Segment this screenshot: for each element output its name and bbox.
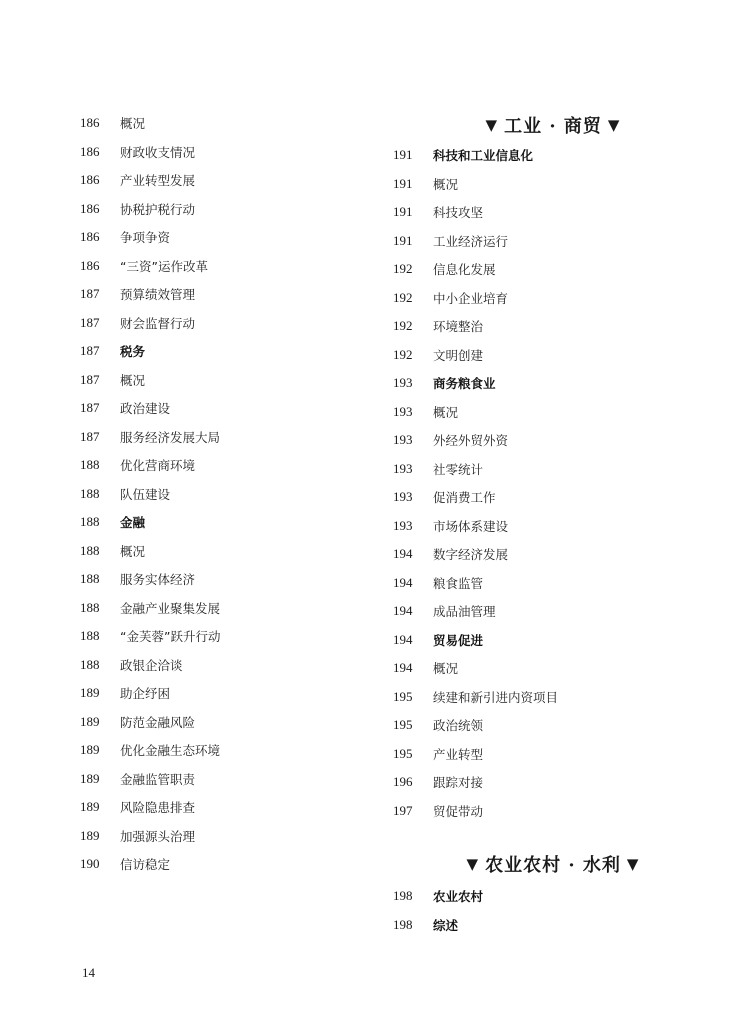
toc-page-number: 186: [80, 143, 100, 159]
toc-entry-title: 社零统计: [433, 461, 484, 477]
toc-entry[interactable]: [80, 252, 380, 281]
toc-entry-title: 市场体系建设: [433, 518, 509, 534]
toc-page-number: 188: [80, 542, 100, 558]
toc-page-number: 197: [393, 802, 413, 818]
toc-entry[interactable]: [80, 537, 380, 566]
toc-entry[interactable]: [80, 594, 380, 623]
toc-page-number: 186: [80, 200, 100, 216]
toc-entry[interactable]: [393, 540, 713, 569]
toc-entry[interactable]: [393, 284, 713, 313]
toc-entry-title: 政治建设: [120, 401, 171, 417]
toc-subsection-entry[interactable]: [393, 141, 713, 170]
toc-page-number: 193: [393, 517, 413, 533]
toc-page-number: 188: [80, 628, 100, 644]
toc-entry[interactable]: [80, 765, 380, 794]
toc-page-number: 193: [393, 460, 413, 476]
toc-subsection-entry[interactable]: [80, 337, 380, 366]
toc-entry-title: 粮食监管: [433, 575, 484, 591]
toc-page-number: 187: [80, 343, 100, 359]
toc-entry[interactable]: [393, 797, 713, 826]
toc-page-number: 194: [393, 660, 413, 676]
toc-entry-title: “金芙蓉”跃升行动: [120, 629, 221, 645]
toc-entry-title: 续建和新引进内资项目: [433, 689, 559, 705]
toc-entry-title: 成品油管理: [433, 604, 496, 620]
toc-entry-title: 跟踪对接: [433, 775, 484, 791]
toc-entry-title: 服务实体经济: [120, 572, 196, 588]
toc-entry[interactable]: [393, 198, 713, 227]
toc-page-number: 198: [393, 916, 413, 932]
toc-entry-title: 贸促带动: [433, 803, 484, 819]
toc-entry-title: 概况: [433, 176, 459, 192]
toc-page-number: 187: [80, 428, 100, 444]
toc-entry-title: 争项争资: [120, 230, 171, 246]
toc-page-number: 190: [80, 856, 100, 872]
toc-page-number: 191: [393, 147, 413, 163]
toc-entry-title: 优化营商环境: [120, 458, 196, 474]
toc-subsection-entry[interactable]: [80, 508, 380, 537]
toc-entry-title: 工业经济运行: [433, 233, 509, 249]
toc-entry[interactable]: [393, 341, 713, 370]
toc-entry[interactable]: [393, 711, 713, 740]
toc-entry[interactable]: [393, 768, 713, 797]
toc-entry-title: 协税护税行动: [120, 201, 196, 217]
toc-page-number: 192: [393, 346, 413, 362]
toc-subsection-entry[interactable]: [393, 626, 713, 655]
toc-entry[interactable]: [80, 394, 380, 423]
toc-page-number: 189: [80, 827, 100, 843]
toc-page-number: 194: [393, 574, 413, 590]
toc-entry[interactable]: [80, 138, 380, 167]
toc-entry-title: 服务经济发展大局: [120, 429, 221, 445]
toc-entry[interactable]: [80, 651, 380, 680]
toc-entry-title: 促消费工作: [433, 490, 496, 506]
toc-page-number: 191: [393, 204, 413, 220]
triangle-down-icon: ▼: [607, 116, 621, 134]
toc-entry-title: 金融: [120, 515, 146, 531]
toc-entry[interactable]: [80, 109, 380, 138]
toc-entry-title: 贸易促进: [433, 632, 484, 648]
toc-entry[interactable]: [393, 654, 713, 683]
toc-entry-title: “三资”运作改革: [120, 258, 208, 274]
toc-entry[interactable]: [80, 850, 380, 879]
toc-page-number: 193: [393, 432, 413, 448]
toc-page-number: 193: [393, 375, 413, 391]
toc-page-number: 189: [80, 713, 100, 729]
toc-entry[interactable]: [393, 455, 713, 484]
toc-section-header: [393, 846, 713, 882]
toc-entry[interactable]: [393, 227, 713, 256]
toc-page-number: 189: [80, 742, 100, 758]
toc-entry-title: 加强源头治理: [120, 828, 196, 844]
toc-entry-title: 优化金融生态环境: [120, 743, 221, 759]
toc-page-number: 192: [393, 261, 413, 277]
toc-page-number: 195: [393, 717, 413, 733]
toc-section-header: [393, 109, 713, 141]
toc-entry-title: 概况: [120, 372, 146, 388]
section-header-title: 农业农村 · 水利: [485, 855, 621, 876]
toc-entry[interactable]: [393, 597, 713, 626]
toc-page-number: 186: [80, 229, 100, 245]
toc-entry-title: 概况: [120, 543, 146, 559]
toc-page-number: 191: [393, 175, 413, 191]
toc-subsection-entry[interactable]: [393, 911, 713, 940]
toc-entry-title: 预算绩效管理: [120, 287, 196, 303]
toc-subsection-entry[interactable]: [393, 882, 713, 911]
toc-entry-title: 政治统领: [433, 718, 484, 734]
toc-entry[interactable]: [393, 483, 713, 512]
toc-page-number: 188: [80, 656, 100, 672]
toc-entry-title: 税务: [120, 344, 146, 360]
toc-page-number: 187: [80, 371, 100, 387]
toc-entry[interactable]: [393, 512, 713, 541]
page-number: 14: [82, 965, 95, 980]
toc-entry-title: 中小企业培育: [433, 290, 509, 306]
toc-entry-title: 概况: [120, 116, 146, 132]
toc-page-number: 188: [80, 485, 100, 501]
toc-entry[interactable]: [80, 480, 380, 509]
toc-entry-title: 队伍建设: [120, 486, 171, 502]
toc-entry-title: 概况: [433, 661, 459, 677]
toc-page-number: 189: [80, 685, 100, 701]
toc-subsection-entry[interactable]: [393, 369, 713, 398]
toc-entry[interactable]: [393, 683, 713, 712]
toc-entry[interactable]: [393, 569, 713, 598]
toc-entry-title: 文明创建: [433, 347, 484, 363]
toc-page-number: 187: [80, 400, 100, 416]
toc-entry-title: 风险隐患排查: [120, 800, 196, 816]
toc-page-number: 189: [80, 799, 100, 815]
toc-page-number: 193: [393, 403, 413, 419]
toc-page-number: 194: [393, 631, 413, 647]
toc-page-number: 188: [80, 599, 100, 615]
toc-entry[interactable]: [80, 708, 380, 737]
toc-entry-title: 科技和工业信息化: [433, 148, 534, 164]
toc-entry[interactable]: [80, 366, 380, 395]
toc-entry-title: 财会监督行动: [120, 315, 196, 331]
toc-right-column: [393, 109, 713, 939]
toc-entry[interactable]: [80, 736, 380, 765]
toc-page-number: 193: [393, 489, 413, 505]
toc-entry-title: 产业转型发展: [120, 173, 196, 189]
toc-entry[interactable]: [393, 426, 713, 455]
toc-page-number: 192: [393, 289, 413, 305]
toc-entry[interactable]: [393, 312, 713, 341]
toc-entry-title: 金融产业聚集发展: [120, 600, 221, 616]
toc-entry-title: 助企纾困: [120, 686, 171, 702]
toc-page-number: 189: [80, 770, 100, 786]
toc-entry[interactable]: [80, 223, 380, 252]
toc-entry-title: 产业转型: [433, 746, 484, 762]
toc-entry[interactable]: [80, 309, 380, 338]
toc-page-number: 188: [80, 571, 100, 587]
toc-page-number: 196: [393, 774, 413, 790]
toc-entry[interactable]: [393, 255, 713, 284]
toc-entry[interactable]: [80, 451, 380, 480]
triangle-down-icon: ▼: [485, 116, 499, 134]
section-header-title: 工业 · 商贸: [504, 116, 602, 137]
toc-entry[interactable]: [393, 398, 713, 427]
toc-entry[interactable]: [80, 195, 380, 224]
toc-page-number: 188: [80, 457, 100, 473]
toc-page-number: 198: [393, 888, 413, 904]
toc-page-number: 187: [80, 286, 100, 302]
toc-entry[interactable]: [393, 740, 713, 769]
toc-entry[interactable]: [80, 822, 380, 851]
toc-page-number: 187: [80, 314, 100, 330]
toc-entry-title: 数字经济发展: [433, 547, 509, 563]
toc-entry[interactable]: [80, 166, 380, 195]
toc-page-number: 186: [80, 172, 100, 188]
toc-page-number: 194: [393, 603, 413, 619]
toc-entry[interactable]: [80, 565, 380, 594]
toc-entry-title: 概况: [433, 404, 459, 420]
toc-page-number: 192: [393, 318, 413, 334]
toc-entry-title: 信息化发展: [433, 262, 496, 278]
toc-entry[interactable]: [80, 622, 380, 651]
toc-page-number: 191: [393, 232, 413, 248]
toc-entry[interactable]: [80, 793, 380, 822]
toc-entry[interactable]: [80, 280, 380, 309]
toc-entry-title: 环境整治: [433, 319, 484, 335]
toc-entry[interactable]: [80, 423, 380, 452]
toc-entry-title: 政银企洽谈: [120, 657, 183, 673]
toc-entry[interactable]: [393, 170, 713, 199]
toc-entry-title: 科技攻坚: [433, 205, 484, 221]
toc-left-column: [80, 109, 380, 879]
toc-entry-title: 信访稳定: [120, 857, 171, 873]
toc-entry-title: 财政收支情况: [120, 144, 196, 160]
toc-entry-title: 外经外贸外资: [433, 433, 509, 449]
toc-page-number: 188: [80, 514, 100, 530]
toc-page-number: 186: [80, 115, 100, 131]
triangle-down-icon: ▼: [626, 855, 640, 873]
toc-entry-title: 防范金融风险: [120, 714, 196, 730]
toc-entry[interactable]: [80, 679, 380, 708]
toc-entry-title: 综述: [433, 917, 459, 933]
toc-page-number: 195: [393, 688, 413, 704]
toc-page-number: 194: [393, 546, 413, 562]
toc-entry-title: 农业农村: [433, 889, 484, 905]
toc-entry-title: 金融监管职责: [120, 771, 196, 787]
toc-entry-title: 商务粮食业: [433, 376, 496, 392]
triangle-down-icon: ▼: [466, 855, 480, 873]
toc-page-number: 186: [80, 257, 100, 273]
toc-page-number: 195: [393, 745, 413, 761]
